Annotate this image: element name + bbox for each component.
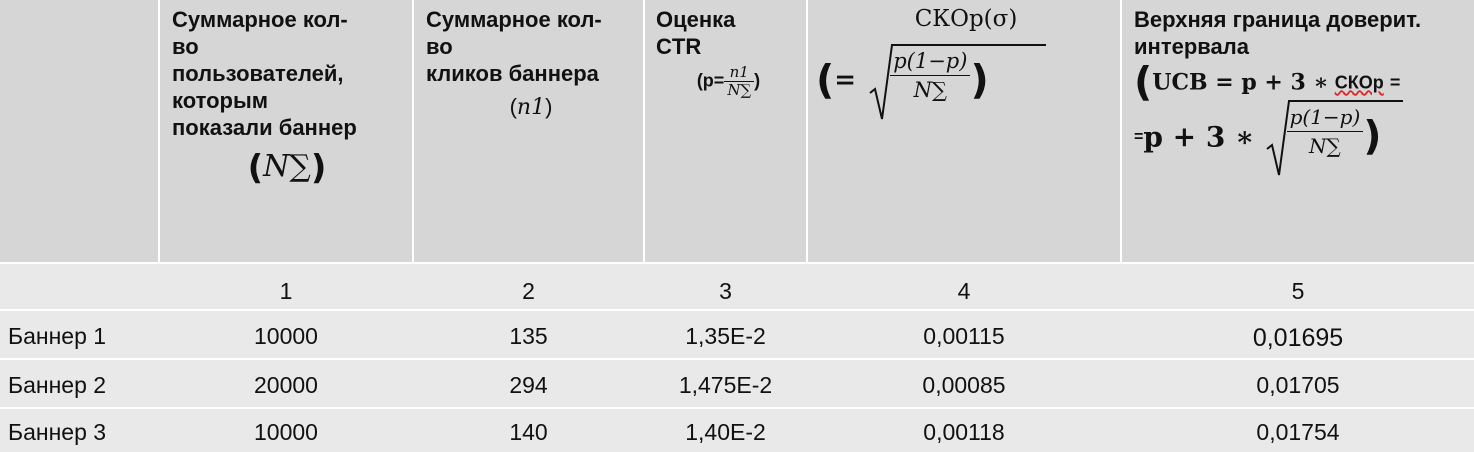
cell-clicks: 135 <box>509 323 548 349</box>
column-number: 3 <box>719 278 732 304</box>
cell-ctr: 1,475E-2 <box>678 372 773 398</box>
column-divider <box>1120 0 1122 262</box>
cell-sko: 0,00115 <box>923 323 1005 349</box>
header-total-clicks: Суммарное кол- во кликов баннера (n1) <box>426 7 602 120</box>
column-divider <box>412 0 414 262</box>
cell-sko: 0,00118 <box>923 419 1005 445</box>
cell-users: 20000 <box>254 372 318 398</box>
cell-ucb: 0,01754 <box>1256 419 1340 445</box>
cell-ctr: 1,35E-2 <box>685 323 766 349</box>
column-divider <box>806 0 808 262</box>
sko-symbol: СКОр <box>1334 72 1384 93</box>
cell-ctr: 1,40E-2 <box>685 419 766 445</box>
column-number: 4 <box>957 278 971 304</box>
header-sko: СКОp(σ) (= $\frac{p(1-p)}{N\sum}$ ) <box>816 6 1116 121</box>
sqrt-formula: $\frac{p(1-p)}{N\sum}$ <box>1265 97 1364 177</box>
column-divider <box>158 0 160 262</box>
header-total-users: Суммарное кол- во пользователей, которым показали баннер (N∑) <box>172 7 357 189</box>
cell-ucb: 0,01695 <box>1252 324 1344 352</box>
column-number: 2 <box>522 278 535 304</box>
sko-title: СКОp(σ) <box>914 6 1018 32</box>
row-label: Баннер 2 <box>8 372 107 398</box>
cell-users: 10000 <box>254 323 318 349</box>
row-label: Баннер 3 <box>8 419 107 445</box>
symbol-n1: n1 <box>516 95 546 120</box>
symbol-n-sum: N∑ <box>263 149 311 184</box>
cell-clicks: 140 <box>509 419 548 445</box>
cell-sko: 0,00085 <box>922 372 1006 398</box>
header-upper-bound: Верхняя граница доверит. интервала (UCB = p + 3 ∗ СКОр = =p + 3 ∗ $\frac{p(1-p)}{N\sum}$ ) <box>1134 6 1470 177</box>
cell-ucb: 0,01705 <box>1256 372 1340 398</box>
sqrt-formula: $\frac{p(1-p)}{N\sum}$ <box>868 41 970 121</box>
cell-users: 10000 <box>254 419 318 445</box>
ctr-fraction: $\frac{n1}{N\sum}$ <box>724 64 754 99</box>
header-ctr-estimate: Оценка CTR (p= $\frac{n1}{N\sum}$ ) <box>656 7 761 99</box>
cell-clicks: 294 <box>509 372 548 398</box>
column-number: 5 <box>1291 278 1305 304</box>
column-divider <box>643 0 645 262</box>
column-number: 1 <box>279 278 293 304</box>
row-label: Баннер 1 <box>8 323 107 349</box>
